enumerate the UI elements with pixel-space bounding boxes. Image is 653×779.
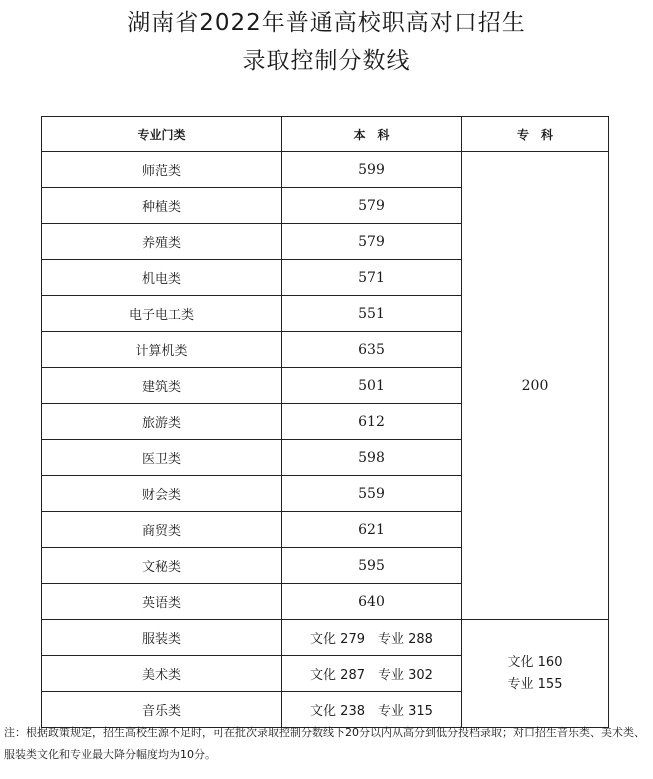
major-cell: 电子电工类 — [42, 296, 282, 332]
bachelor-score-cell: 579 — [282, 188, 462, 224]
associate-art-culture: 文化 160 — [507, 654, 563, 670]
page-title-line1: 湖南省2022年普通高校职高对口招生 — [127, 10, 526, 36]
header-major: 专业门类 — [42, 117, 282, 152]
header-associate: 专 科 — [462, 117, 609, 152]
footnote: 注：根据政策规定，招生高校生源不足时，可在批次录取控制分数线下20分以内从高分到低分投档录取；对口招生音乐类、美术类、服装类文化和专业最大降分幅度均为10分。 — [4, 726, 645, 761]
page-title-line2: 录取控制分数线 — [242, 48, 411, 74]
major-cell: 财会类 — [42, 476, 282, 512]
bachelor-score-cell: 559 — [282, 476, 462, 512]
bachelor-score-cell: 579 — [282, 224, 462, 260]
associate-score-general: 200 — [462, 152, 609, 620]
major-cell: 音乐类 — [42, 692, 282, 728]
bachelor-score-cell: 640 — [282, 584, 462, 620]
bachelor-score-cell: 595 — [282, 548, 462, 584]
table-row — [42, 620, 609, 656]
major-cell: 服装类 — [42, 620, 282, 656]
bachelor-score-cell: 551 — [282, 296, 462, 332]
header-bachelor: 本 科 — [282, 117, 462, 152]
major-cell: 师范类 — [42, 152, 282, 188]
bachelor-score-cell: 612 — [282, 404, 462, 440]
major-cell: 美术类 — [42, 656, 282, 692]
bachelor-score-cell: 621 — [282, 512, 462, 548]
major-cell: 英语类 — [42, 584, 282, 620]
major-cell: 机电类 — [42, 260, 282, 296]
major-cell: 商贸类 — [42, 512, 282, 548]
major-cell: 建筑类 — [42, 368, 282, 404]
associate-score-art — [462, 620, 609, 728]
score-table — [41, 116, 609, 728]
major-cell: 医卫类 — [42, 440, 282, 476]
bachelor-score-cell: 599 — [282, 152, 462, 188]
major-cell: 计算机类 — [42, 332, 282, 368]
bachelor-score-cell: 文化 238 专业 315 — [282, 692, 462, 728]
bachelor-score-cell: 635 — [282, 332, 462, 368]
bachelor-score-cell: 文化 279 专业 288 — [282, 620, 462, 656]
major-cell: 养殖类 — [42, 224, 282, 260]
table-row — [42, 152, 609, 188]
bachelor-score-cell: 文化 287 专业 302 — [282, 656, 462, 692]
table-header-row — [42, 117, 609, 152]
bachelor-score-cell: 571 — [282, 260, 462, 296]
major-cell: 文秘类 — [42, 548, 282, 584]
bachelor-score-cell: 598 — [282, 440, 462, 476]
bachelor-score-cell: 501 — [282, 368, 462, 404]
major-cell: 种植类 — [42, 188, 282, 224]
associate-art-major: 专业 155 — [507, 676, 563, 692]
major-cell: 旅游类 — [42, 404, 282, 440]
